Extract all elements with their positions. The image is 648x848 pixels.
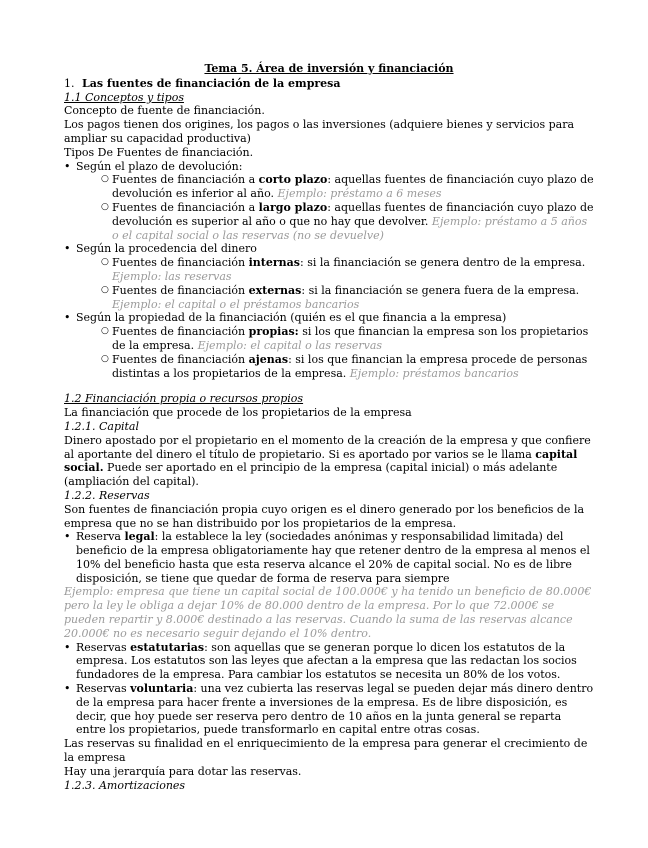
item-text: : aquellas fuentes de financiación cuyo plazo de devolución es inferior al año. [112, 173, 594, 201]
subsection-heading: 1.1 Conceptos y tipos [64, 90, 184, 104]
paragraph-pagos: Los pagos tienen dos origines, los pagos o las inversiones (adquiere bienes y servicios para ampliar su capacidad productiva) [64, 118, 575, 145]
sub-list-item [76, 353, 594, 381]
sub-list-item [76, 325, 594, 353]
subsubsection-heading: 1.2.2. Reservas [64, 488, 150, 502]
circle-bullet-icon: ○ [101, 257, 109, 268]
paragraph-reservas: Son fuentes de financiación propia cuyo origen es el dinero generado por los beneficios de la empresa que no se han distribuido por los propietarios de la empresa. [64, 502, 585, 530]
example-text: Ejemplo: las reservas [112, 269, 232, 283]
item-text: : si la financiación se genera dentro de la empresa. [300, 256, 586, 270]
sub-list-item [76, 256, 594, 284]
sub-list-item [76, 284, 594, 312]
paragraph-final: Las reservas su finalidad en el enriquecimiento de la empresa para generar el crecimiento de la empresa [64, 737, 588, 765]
spacer [64, 380, 594, 392]
section-heading [64, 77, 594, 91]
list-item [64, 242, 594, 311]
item-text: Reservas [76, 640, 131, 654]
circle-bullet-icon: ○ [101, 353, 109, 364]
item-bold-term: legal [124, 530, 155, 544]
example-text: Ejemplo: préstamos bancarios [349, 366, 519, 380]
bullet-icon: • [64, 311, 71, 325]
subsection-heading: 1.2 Financiación propia o recursos propios [64, 392, 304, 406]
section-number: 1. [64, 76, 75, 90]
bullet-icon: • [64, 242, 71, 256]
sub-list-item [76, 201, 594, 242]
example-text: Ejemplo: el capital o las reservas [197, 338, 383, 352]
example-text: Ejemplo: el capital o el préstamos bancarios [112, 297, 360, 311]
paragraph-capital [64, 434, 594, 489]
circle-bullet-icon: ○ [101, 174, 109, 185]
item-text: Fuentes de financiación [112, 256, 249, 270]
paragraph-jerarquia: Hay una jerarquía para dotar las reservas. [64, 764, 302, 778]
circle-bullet-icon: ○ [101, 284, 109, 295]
list-item [64, 530, 594, 585]
paragraph-text: Puede ser aportado en el principio de la empresa (capital inicial) o más adelante (ampliación del capital). [64, 461, 558, 489]
item-text: : la establece la ley (sociedades anónimas y responsabilidad limitada) del beneficio de la empresa obligatoriamente hay que retener dentro de la empresa al menos el 10% del beneficio hasta que esta reserva alcance el 20% de capital social. No es de libre disposición, se tiene que quedar de forma de reserva para siempre [76, 530, 590, 585]
item-text: : una vez cubierta las reservas legal se pueden dejar más dinero dentro de la empresa para hacer frente a inversiones de la empresa. Es de libre disposición, es decir, que hoy puede ser reserva pero dentro de 10 años en la junta general se reparta entre los propietarios, puede transformarlo en capital entre otras cosas. [76, 682, 594, 737]
bullet-icon: • [64, 530, 71, 544]
item-text: Fuentes de financiación a [112, 200, 259, 214]
item-bold-term: largo plazo [258, 200, 328, 214]
subsubsection-heading: 1.2.3. Amortizaciones [64, 778, 186, 792]
list-item [64, 160, 594, 243]
item-text: Fuentes de financiación [112, 325, 249, 339]
item-text: : si la financiación se genera fuera de la empresa. [301, 283, 580, 297]
list-item-text: Según la propiedad de la financiación (quién es el que financia a la empresa) [76, 311, 507, 325]
list-item [64, 311, 594, 380]
item-bold-term: externas [248, 283, 302, 297]
paragraph-text: Dinero apostado por el propietario en el momento de la creación de la empresa y que confiere al aportante del dinero el título de propietario. Si es aportado por varios se le llama [64, 433, 591, 461]
item-bold-term: ajenas [248, 352, 289, 366]
example-text: Ejemplo: préstamo a 6 meses [277, 187, 442, 201]
tipos-list [64, 160, 594, 381]
item-text: Reservas [76, 682, 131, 696]
example-paragraph: Ejemplo: empresa que tiene un capital social de 100.000€ y ha tenido un beneficio de 80.000€ pero la ley le obliga a dejar 10% de 80.000 dentro de la empresa. Por lo que 72.000€ se pueden repartir y 8.000€ destinado a las reservas. Cuando la suma de las reservas alcance 20.000€ no es necesario seguir dejando el 10% dentro. [64, 585, 592, 640]
list-item [64, 682, 594, 737]
item-bold-term: voluntaria [130, 682, 194, 696]
circle-bullet-icon: ○ [101, 201, 109, 212]
page-title: Tema 5. Área de inversión y financiación [204, 62, 454, 75]
subsubsection-heading: 1.2.1. Capital [64, 419, 140, 433]
section-heading-text: Las fuentes de financiación de la empresa [82, 76, 341, 90]
reservas-list-2 [64, 641, 594, 738]
bullet-icon: • [64, 159, 71, 173]
list-item-text: Según el plazo de devolución: [76, 159, 243, 173]
item-bold-term: internas [248, 256, 300, 270]
paragraph-concepto: Concepto de fuente de financiación. [64, 104, 265, 118]
item-text: : aquellas fuentes de financiación cuyo plazo de devolución es superior al año o que no hay que devolver. [112, 200, 594, 228]
item-text: : son aquellas que se generan porque lo dicen los estatutos de la empresa. Los estatutos son las leyes que afectan a la empresa que las redactan los socios fundadores de la empresa. Para cambiar los estatutos se necesita un 80% de los votos. [76, 640, 577, 682]
item-text: : si los que financian la empresa procede de personas distintas a los propietarios de la empresa. [112, 352, 588, 380]
item-bold-term: corto plazo [258, 173, 328, 187]
item-text: Fuentes de financiación [112, 352, 249, 366]
example-text: Ejemplo: préstamo a 5 años o el capital social o las reservas (no se devuelve) [112, 214, 588, 242]
item-text: Fuentes de financiación a [112, 173, 259, 187]
bullet-icon: • [64, 682, 71, 696]
list-item [64, 641, 594, 682]
document-page [64, 62, 594, 792]
reservas-list [64, 530, 594, 585]
item-bold-term: propias: [248, 325, 299, 339]
bullet-icon: • [64, 640, 71, 654]
paragraph-tipos: Tipos De Fuentes de financiación. [64, 145, 254, 159]
sub-list-item [76, 173, 594, 201]
bold-term: capital social. [64, 447, 578, 475]
item-text: si los que financian la empresa son los propietarios de la empresa. [112, 325, 589, 352]
paragraph-propia: La financiación que procede de los propietarios de la empresa [64, 406, 412, 420]
item-text: Fuentes de financiación [112, 283, 249, 297]
item-text: Reserva [76, 530, 125, 544]
list-item-text: Según la procedencia del dinero [76, 242, 257, 256]
circle-bullet-icon: ○ [101, 326, 109, 337]
item-bold-term: estatutarias [130, 640, 205, 654]
